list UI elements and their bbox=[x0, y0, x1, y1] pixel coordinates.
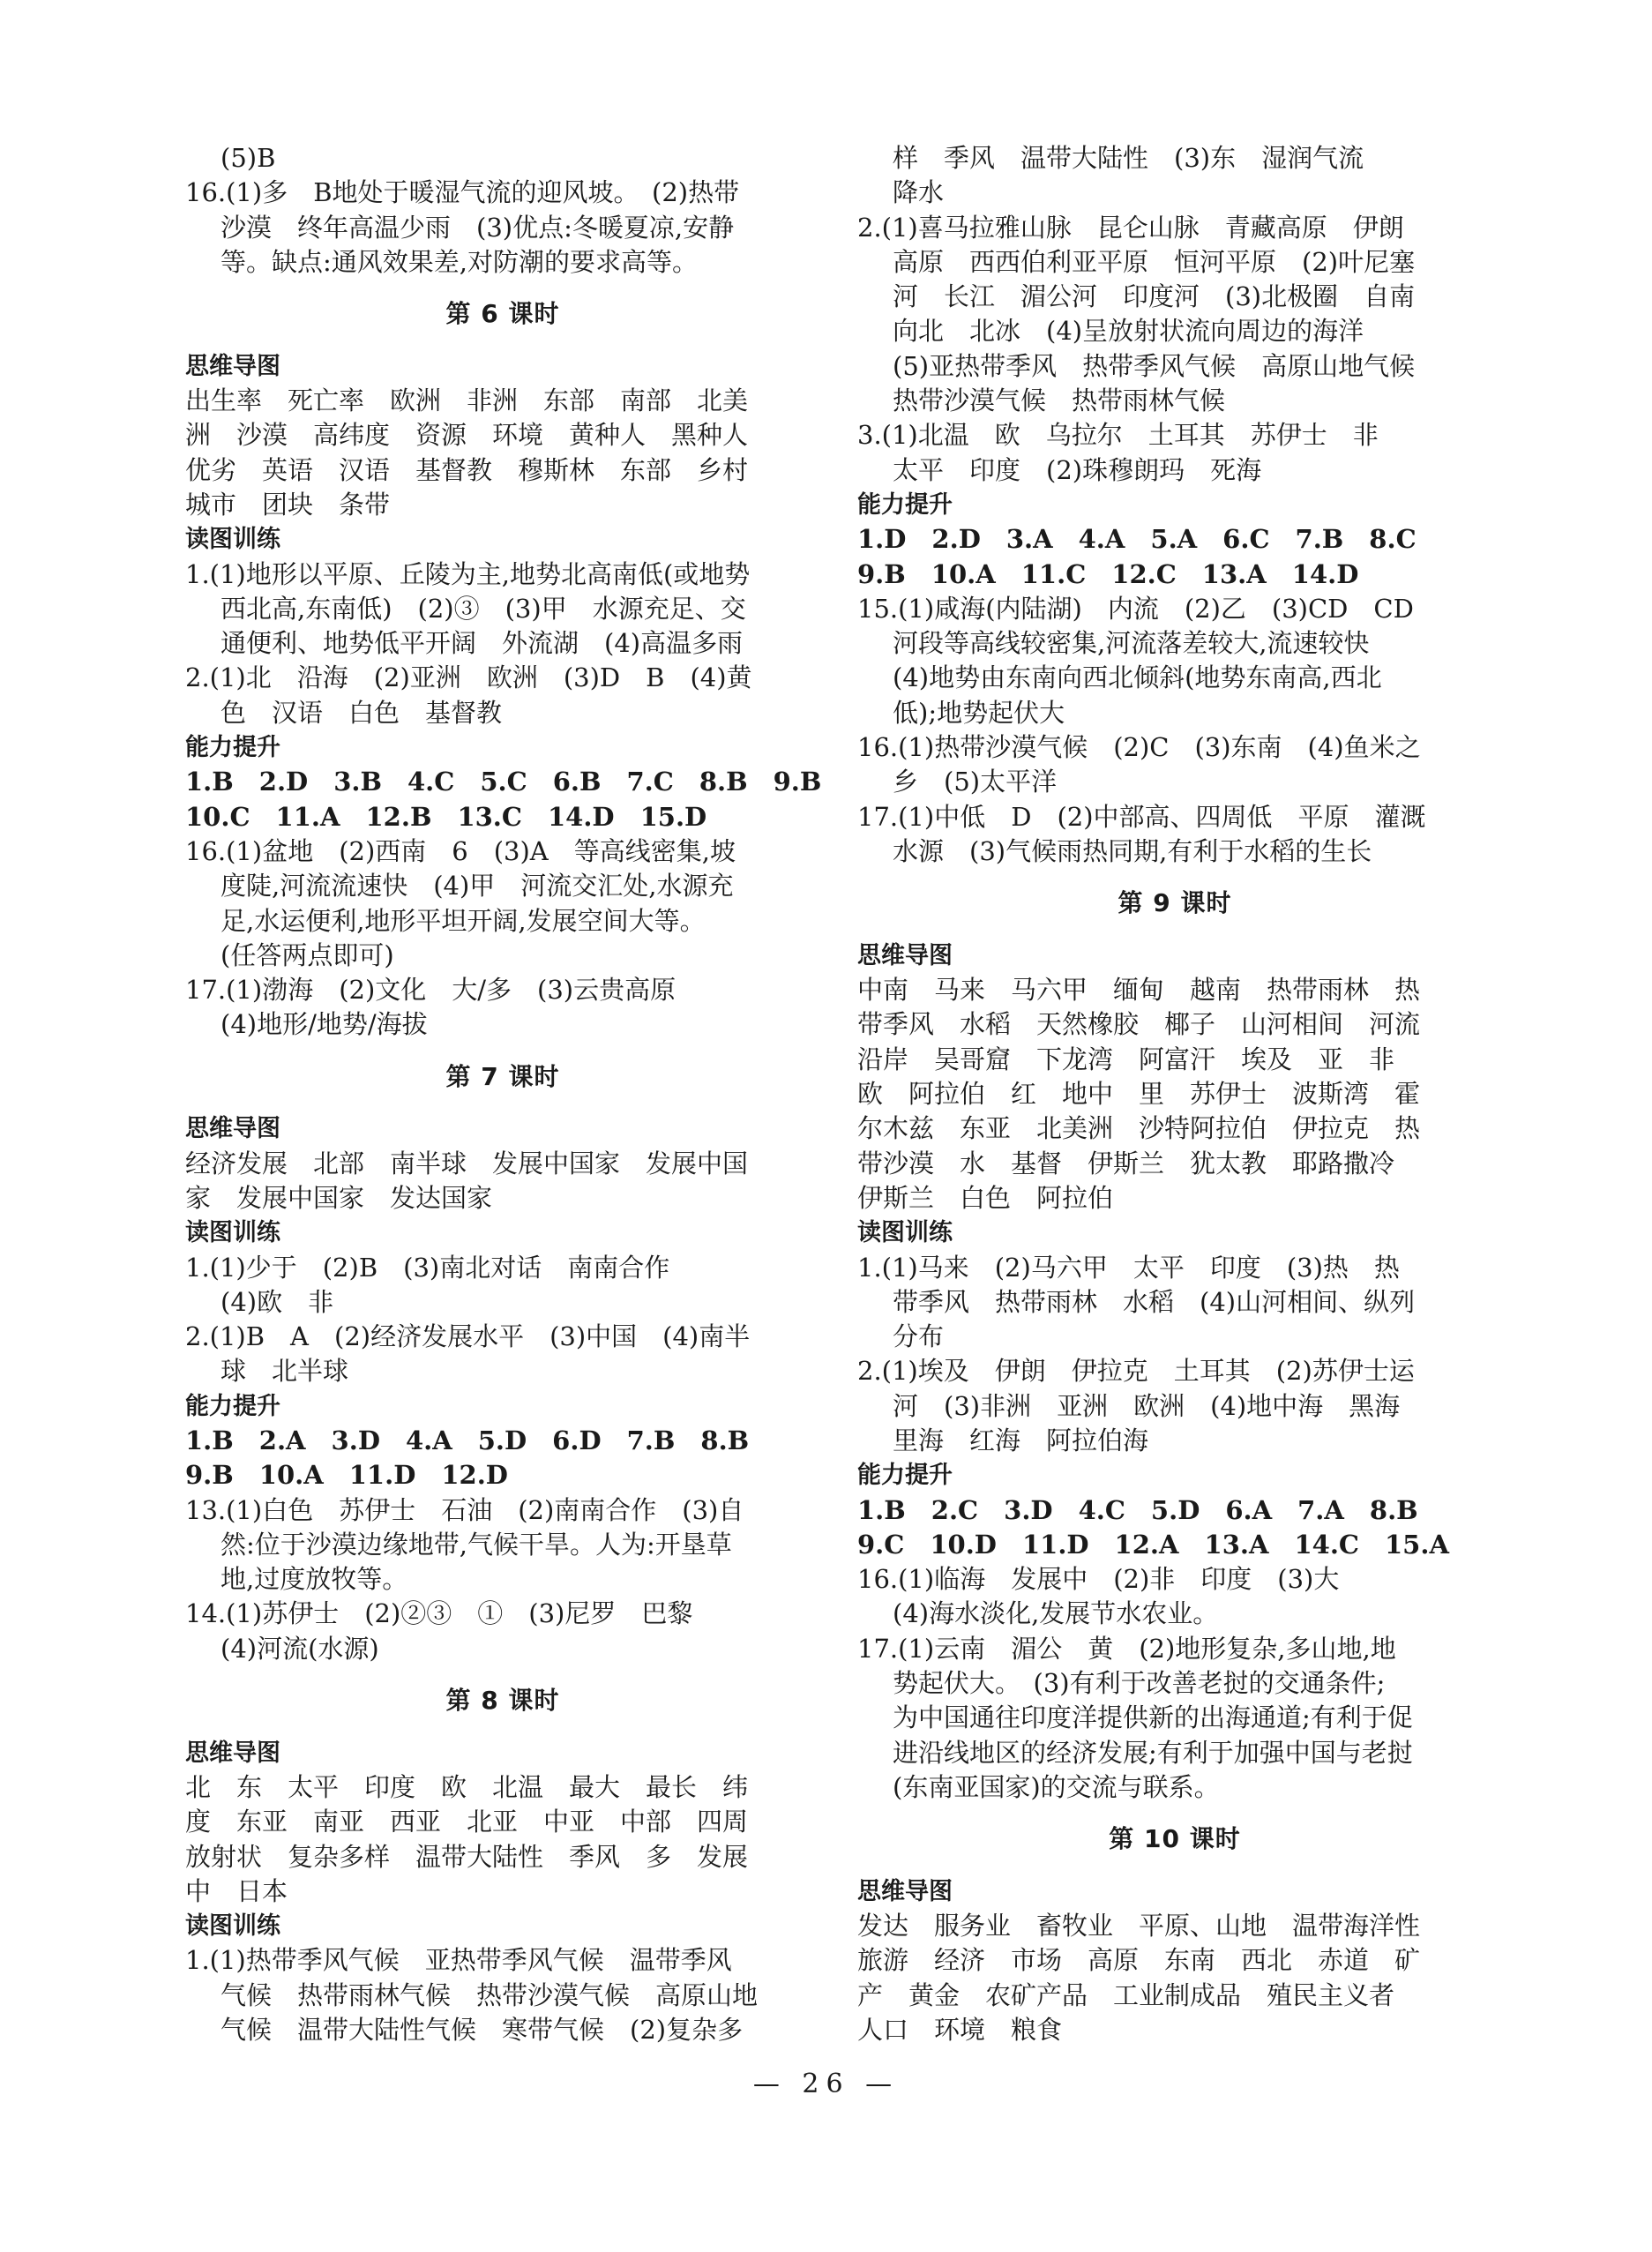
text-line: 经济发展 北部 南半球 发展中国家 发展中国 bbox=[185, 1148, 749, 1178]
text-line: 沿岸 吴哥窟 下龙湾 阿富汗 埃及 亚 非 bbox=[857, 1044, 1395, 1074]
text-line: 15.(1)咸海(内陆湖) 内流 (2)乙 (3)CD CD bbox=[857, 593, 1414, 624]
section-label: 思维导图 bbox=[185, 1115, 280, 1143]
answer-key-line: 1.B 2.D 3.B 4.C 5.C 6.B 7.C 8.B 9.B bbox=[185, 767, 822, 797]
text-line: 1.(1)马来 (2)马六甲 太平 印度 (3)热 热 bbox=[857, 1252, 1400, 1283]
text-line: 样 季风 温带大陆性 (3)东 湿润气流 bbox=[893, 143, 1364, 173]
text-line: 欧 阿拉伯 红 地中 里 苏伊士 波斯湾 霍 bbox=[857, 1079, 1421, 1110]
text-line: (任答两点即可) bbox=[221, 939, 394, 970]
text-line: 出生率 死亡率 欧洲 非洲 东部 南部 北美 bbox=[185, 385, 749, 416]
text-line: 球 北半球 bbox=[221, 1356, 349, 1387]
text-line: 度陡,河流流速快 (4)甲 河流交汇处,水源充 bbox=[221, 871, 734, 902]
text-line: 气候 热带雨林气候 热带沙漠气候 高原山地 bbox=[221, 1979, 759, 2010]
text-line: 水源 (3)气候雨热同期,有利于水稻的生长 bbox=[893, 835, 1372, 866]
text-line: 旅游 经济 市场 高原 东南 西北 赤道 矿 bbox=[857, 1945, 1421, 1976]
text-line: 优劣 英语 汉语 基督教 穆斯林 东部 乡村 bbox=[185, 454, 749, 485]
section-label: 读图训练 bbox=[857, 1219, 953, 1247]
text-line: 地,过度放牧等。 bbox=[221, 1564, 408, 1595]
text-line: 带季风 热带雨林 水稻 (4)山河相间、纵列 bbox=[893, 1286, 1416, 1317]
text-line: 气候 温带大陆性气候 寒带气候 (2)复杂多 bbox=[221, 2015, 744, 2046]
text-line: 伊斯兰 白色 阿拉伯 bbox=[857, 1182, 1114, 1213]
text-line: 热带沙漠气候 热带雨林气候 bbox=[893, 385, 1226, 416]
text-line: 低);地势起伏大 bbox=[893, 697, 1065, 728]
text-line: 河段等高线较密集,河流落差较大,流速较快 bbox=[893, 628, 1370, 659]
text-line: 17.(1)云南 湄公 黄 (2)地形复杂,多山地,地 bbox=[857, 1633, 1396, 1664]
text-line: 放射状 复杂多样 温带大陆性 季风 多 发展 bbox=[185, 1841, 749, 1872]
text-line: 沙漠 终年高温少雨 (3)优点:冬暖夏凉,安静 bbox=[221, 212, 735, 243]
section-label: 读图训练 bbox=[185, 1912, 280, 1941]
text-line: 家 发展中国家 发达国家 bbox=[185, 1182, 493, 1213]
text-line: 3.(1)北温 欧 乌拉尔 土耳其 苏伊士 非 bbox=[857, 420, 1379, 451]
text-line: 向北 北冰 (4)呈放射状流向周边的海洋 bbox=[893, 316, 1364, 347]
text-line: (4)河流(水源) bbox=[221, 1633, 379, 1664]
right-column bbox=[857, 141, 1492, 2047]
text-line: 2.(1)北 沿海 (2)亚洲 欧洲 (3)D B (4)黄 bbox=[185, 662, 752, 693]
section-label: 思维导图 bbox=[185, 352, 280, 380]
section-label: 读图训练 bbox=[185, 526, 280, 554]
text-line: 度 东亚 南亚 西亚 北亚 中亚 中部 四周 bbox=[185, 1807, 749, 1837]
answer-key-line: 1.B 2.C 3.D 4.C 5.D 6.A 7.A 8.B bbox=[857, 1494, 1418, 1525]
text-line: 降水 bbox=[893, 177, 945, 208]
text-line: 2.(1)埃及 伊朗 伊拉克 土耳其 (2)苏伊士运 bbox=[857, 1356, 1415, 1387]
text-line: 1.(1)少于 (2)B (3)南北对话 南南合作 bbox=[185, 1252, 670, 1283]
text-line: 人口 环境 粮食 bbox=[857, 2015, 1063, 2046]
section-label: 思维导图 bbox=[857, 941, 953, 969]
text-line: 然:位于沙漠边缘地带,气候干旱。人为:开垦草 bbox=[221, 1529, 732, 1560]
text-line: 城市 团块 条带 bbox=[185, 489, 391, 520]
text-line: 16.(1)热带沙漠气候 (2)C (3)东南 (4)鱼米之 bbox=[857, 732, 1421, 763]
text-line: 势起伏大。 (3)有利于改善老挝的交通条件; bbox=[893, 1668, 1386, 1699]
answer-key-line: 1.B 2.A 3.D 4.A 5.D 6.D 7.B 8.B bbox=[185, 1425, 750, 1455]
text-line: 中 日本 bbox=[185, 1875, 288, 1906]
text-line: 乡 (5)太平洋 bbox=[893, 767, 1058, 797]
page-number: — 26 — bbox=[752, 2069, 900, 2099]
text-line: 16.(1)临海 发展中 (2)非 印度 (3)大 bbox=[857, 1564, 1340, 1595]
text-line: 为中国通往印度洋提供新的出海通道;有利于促 bbox=[893, 1702, 1413, 1733]
text-line: 中南 马来 马六甲 缅甸 越南 热带雨林 热 bbox=[857, 975, 1421, 1006]
text-line: 1.(1)热带季风气候 亚热带季风气候 温带季风 bbox=[185, 1945, 732, 1976]
text-line: 进沿线地区的经济发展;有利于加强中国与老挝 bbox=[893, 1737, 1413, 1768]
text-line: 色 汉语 白色 基督教 bbox=[221, 697, 503, 728]
text-line: (4)地形/地势/海拔 bbox=[221, 1009, 428, 1040]
text-line: 16.(1)多 B地处于暖湿气流的迎风坡。 (2)热带 bbox=[185, 177, 740, 208]
lesson-heading: 第 8 课时 bbox=[445, 1686, 560, 1716]
answer-key-line: 9.C 10.D 11.D 12.A 13.A 14.C 15.A bbox=[857, 1529, 1449, 1560]
text-line: 16.(1)盆地 (2)西南 6 (3)A 等高线密集,坡 bbox=[185, 835, 736, 866]
section-label: 能力提升 bbox=[185, 734, 280, 762]
section-label: 能力提升 bbox=[857, 1462, 953, 1490]
section-label: 思维导图 bbox=[185, 1739, 280, 1767]
section-label: 读图训练 bbox=[185, 1219, 280, 1247]
text-line: 河 (3)非洲 亚洲 欧洲 (4)地中海 黑海 bbox=[893, 1390, 1401, 1421]
text-line: 里海 红海 阿拉伯海 bbox=[893, 1425, 1149, 1455]
text-line: 河 长江 湄公河 印度河 (3)北极圈 自南 bbox=[893, 281, 1416, 312]
text-line: (5)亚热带季风 热带季风气候 高原山地气候 bbox=[893, 350, 1416, 381]
lesson-heading: 第 7 课时 bbox=[445, 1061, 560, 1091]
text-line: 2.(1)B A (2)经济发展水平 (3)中国 (4)南半 bbox=[185, 1321, 751, 1352]
answer-key-line: 9.B 10.A 11.D 12.D bbox=[185, 1460, 508, 1491]
lesson-heading: 第 6 课时 bbox=[445, 299, 560, 329]
lesson-heading: 第 10 课时 bbox=[1109, 1824, 1241, 1854]
section-label: 能力提升 bbox=[185, 1392, 280, 1420]
text-line: 通便利、地势低平开阔 外流湖 (4)高温多雨 bbox=[221, 628, 744, 659]
text-line: 13.(1)白色 苏伊士 石油 (2)南南合作 (3)自 bbox=[185, 1494, 744, 1525]
answer-key-line: 10.C 11.A 12.B 13.C 14.D 15.D bbox=[185, 801, 707, 832]
text-line: 14.(1)苏伊士 (2)②③ ① (3)尼罗 巴黎 bbox=[185, 1598, 693, 1629]
text-line: 分布 bbox=[893, 1321, 945, 1352]
text-line: 尔木兹 东亚 北美洲 沙特阿拉伯 伊拉克 热 bbox=[857, 1113, 1421, 1144]
text-line: 带季风 水稻 天然橡胶 椰子 山河相间 河流 bbox=[857, 1009, 1421, 1040]
text-line: 17.(1)渤海 (2)文化 大/多 (3)云贵高原 bbox=[185, 975, 676, 1006]
text-line: (4)欧 非 bbox=[221, 1286, 334, 1317]
answer-key-line: 9.B 10.A 11.C 12.C 13.A 14.D bbox=[857, 558, 1359, 589]
text-line: (5)B bbox=[221, 143, 276, 173]
text-line: 洲 沙漠 高纬度 资源 环境 黄种人 黑种人 bbox=[185, 420, 749, 451]
text-line: (4)海水淡化,发展节水农业。 bbox=[893, 1598, 1219, 1629]
text-line: 西北高,东南低) (2)③ (3)甲 水源充足、交 bbox=[221, 593, 746, 624]
section-label: 思维导图 bbox=[857, 1877, 953, 1905]
text-line: 产 黄金 农矿产品 工业制成品 殖民主义者 bbox=[857, 1979, 1395, 2010]
left-column bbox=[185, 141, 820, 2047]
text-line: 2.(1)喜马拉雅山脉 昆仑山脉 青藏高原 伊朗 bbox=[857, 212, 1404, 243]
text-line: (4)地势由东南向西北倾斜(地势东南高,西北 bbox=[893, 662, 1382, 693]
section-label: 能力提升 bbox=[857, 490, 953, 519]
text-line: 1.(1)地形以平原、丘陵为主,地势北高南低(或地势 bbox=[185, 558, 751, 589]
text-line: (东南亚国家)的交流与联系。 bbox=[893, 1771, 1220, 1802]
text-line: 带沙漠 水 基督 伊斯兰 犹太教 耶路撒冷 bbox=[857, 1148, 1395, 1178]
text-line: 发达 服务业 畜牧业 平原、山地 温带海洋性 bbox=[857, 1911, 1421, 1942]
text-line: 等。缺点:通风效果差,对防潮的要求高等。 bbox=[221, 246, 698, 277]
text-line: 17.(1)中低 D (2)中部高、四周低 平原 灌溉 bbox=[857, 801, 1426, 832]
text-line: 高原 西西伯利亚平原 恒河平原 (2)叶尼塞 bbox=[893, 246, 1416, 277]
text-line: 足,水运便利,地形平坦开阔,发展空间大等。 bbox=[221, 905, 706, 936]
text-line: 北 东 太平 印度 欧 北温 最大 最长 纬 bbox=[185, 1771, 749, 1802]
text-line: 太平 印度 (2)珠穆朗玛 死海 bbox=[893, 454, 1262, 485]
lesson-heading: 第 9 课时 bbox=[1118, 888, 1232, 918]
answer-key-line: 1.D 2.D 3.A 4.A 5.A 6.C 7.B 8.C bbox=[857, 524, 1417, 555]
